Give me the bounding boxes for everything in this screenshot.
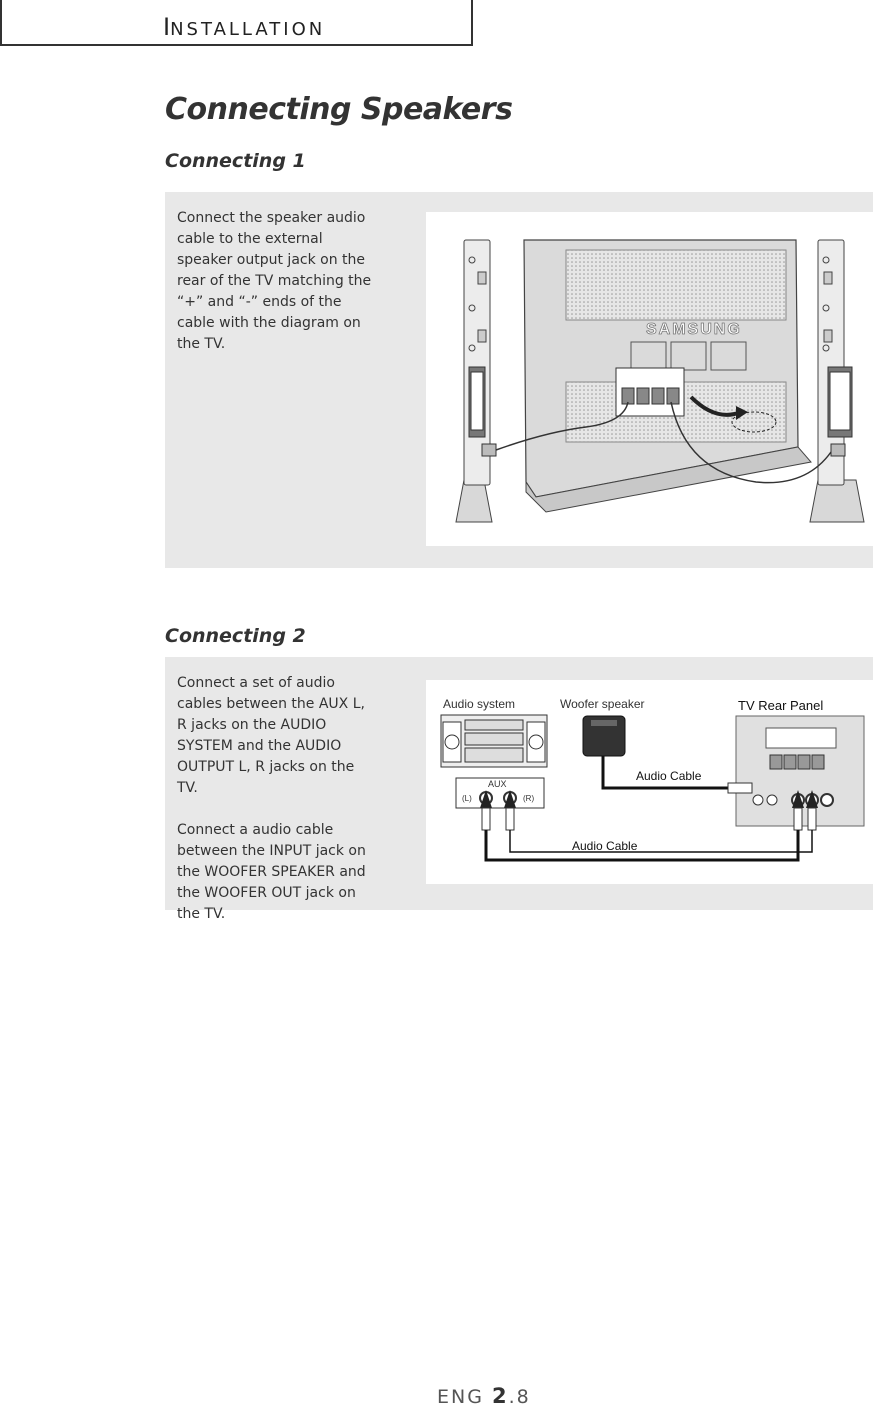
audio-cable-label-2: Audio Cable [572, 839, 638, 853]
section2-paragraph1: Connect a set of audio cables between the AUX L, R jacks on the AUDIO SYSTEM and the AUDIO OUTPUT L, R jacks on the TV. [177, 675, 365, 796]
left-speaker [456, 240, 496, 522]
page-number [437, 1384, 531, 1408]
speaker-connection-figure [426, 212, 873, 546]
section-header [163, 13, 325, 41]
aux-jack-panel [456, 778, 544, 808]
page-title: Connecting Speakers [165, 92, 513, 127]
aux-label: AUX [488, 779, 507, 789]
aux-right-label: (R) [523, 794, 535, 803]
audio-connection-illustration [426, 680, 873, 884]
woofer-speaker-illustration [583, 716, 625, 756]
tv-rear [524, 240, 811, 512]
section1-text: Connect the speaker audio cable to the external speaker output jack on the rear of the TV matching the “+” and “-” ends of the cable with the diagram on the TV. [177, 210, 372, 352]
page-prefix: ENG [437, 1386, 492, 1408]
section1-panel [165, 192, 873, 568]
aux-left-label: (L) [462, 794, 472, 803]
audio-connection-figure [426, 680, 873, 884]
audio-system-label: Audio system [443, 697, 516, 711]
section-initial: I [163, 13, 171, 41]
brand-logo: SAMSUNG [646, 321, 742, 338]
audio-system-illustration [441, 715, 547, 767]
page-suffix: .8 [508, 1386, 531, 1408]
tv-rear-panel-label: TV Rear Panel [738, 698, 824, 713]
section2-text [177, 673, 377, 946]
section2-panel [165, 657, 873, 922]
section1-heading: Connecting 1 [165, 150, 306, 172]
right-speaker [810, 240, 864, 522]
section2-heading: Connecting 2 [165, 625, 306, 647]
section-name: NSTALLATION [170, 19, 326, 40]
section2-paragraph2: Connect a audio cable between the INPUT jack on the WOOFER SPEAKER and the WOOFER OUT jack on the TV. [177, 822, 366, 922]
page-chapter: 2 [491, 1384, 509, 1408]
audio-cable-label-1: Audio Cable [636, 769, 702, 783]
woofer-speaker-label: Woofer speaker [560, 697, 645, 711]
tv-speakers-illustration [426, 212, 873, 546]
